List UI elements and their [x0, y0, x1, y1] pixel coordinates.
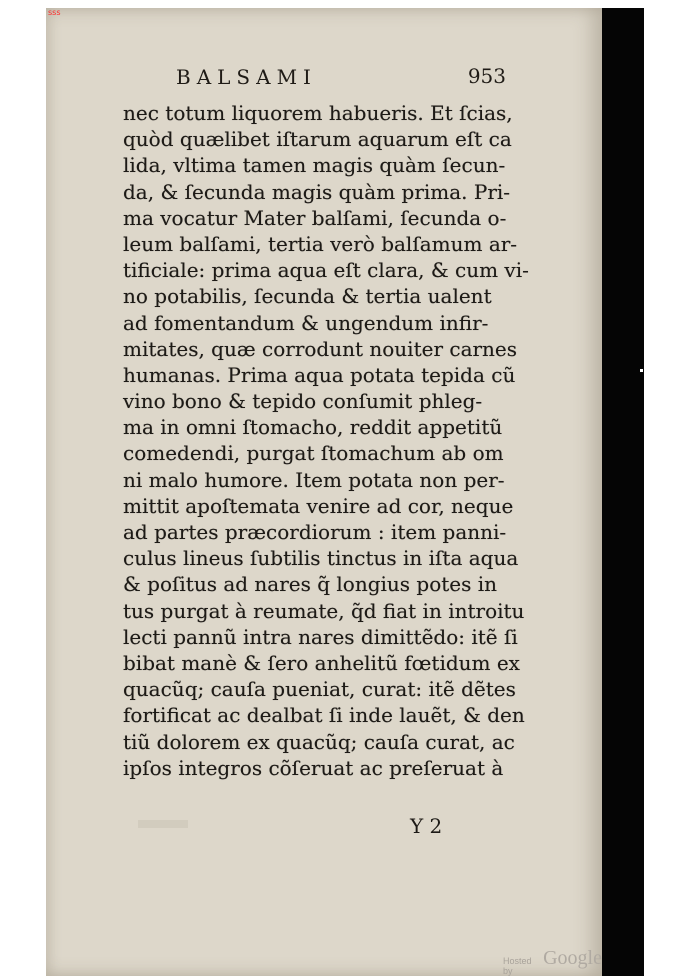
text-line: vino bono & tepido conſumit phleg- [123, 389, 483, 414]
edge-dot [640, 369, 643, 372]
text-line: culus lineus ſubtilis tinctus in iſta aqua [123, 546, 519, 571]
text-line: ma vocatur Mater balſami, ſecunda o- [123, 205, 507, 230]
watermark-prefix: Hosted by [503, 956, 532, 976]
text-line: ad fomentandum & ungendum infir- [123, 310, 489, 335]
text-line: nec totum liquorem habueris. Et ſcias, [123, 101, 513, 125]
text-line: tus purgat à reumate, q̃d fiat in introitu [123, 598, 525, 623]
scanned-page [46, 8, 644, 976]
text-line: tificiale: prima aqua eſt clara, & cum vi- [123, 258, 529, 283]
text-line: ad partes præcordiorum : item panni- [123, 520, 507, 544]
text-line: comedendi, purgat ſtomachum ab om [123, 441, 504, 466]
text-line: ma in omni ſtomacho, reddit appetitũ [123, 415, 503, 440]
text-line: lida, vltima tamen magis quàm ſecun- [123, 153, 506, 178]
text-line: & poſitus ad nares q̃ longius potes in [123, 572, 498, 597]
text-line: lecti pannũ intra nares dimittẽdo: itẽ ſi [123, 624, 518, 649]
running-title: BALSAMI [176, 65, 317, 89]
faint-ink-mark [138, 820, 188, 828]
text-line: no potabilis, ſecunda & tertia ualent [123, 284, 492, 309]
text-line: mittit apoſtemata venire ad cor, neque [123, 493, 514, 518]
hosted-by-watermark [503, 947, 602, 976]
text-line: bibat manè & ſero anhelitũ fœtidum ex [123, 650, 520, 675]
text-line: quòd quælibet iſtarum aquarum eſt ca [123, 127, 512, 152]
corner-mark: sss [48, 8, 61, 17]
page-number: 953 [467, 64, 506, 88]
google-logo: Google [543, 947, 602, 969]
text-line: mitates, quæ corrodunt nouiter carnes [123, 336, 518, 361]
page-edge-shadow [602, 8, 644, 976]
text-line: ipſos integros cõſeruat ac preſeruat à [123, 755, 504, 780]
text-line: quacũq; cauſa pueniat, curat: itẽ dẽtes [123, 677, 516, 702]
text-line: da, & ſecunda magis quàm prima. Pri- [123, 179, 511, 204]
body-text [123, 100, 533, 781]
text-line: humanas. Prima aqua potata tepida cũ [123, 362, 516, 387]
page-paper [46, 8, 602, 976]
text-line: leum balſami, tertia verò balſamum ar- [123, 231, 518, 256]
text-line: ni malo humore. Item potata non per- [123, 467, 505, 492]
text-line: fortificat ac dealbat ſi inde lauẽt, & den [123, 703, 525, 728]
page-header [176, 65, 506, 95]
signature-mark: Y 2 [410, 814, 443, 838]
text-line: tiũ dolorem ex quacũq; cauſa curat, ac [123, 729, 515, 754]
